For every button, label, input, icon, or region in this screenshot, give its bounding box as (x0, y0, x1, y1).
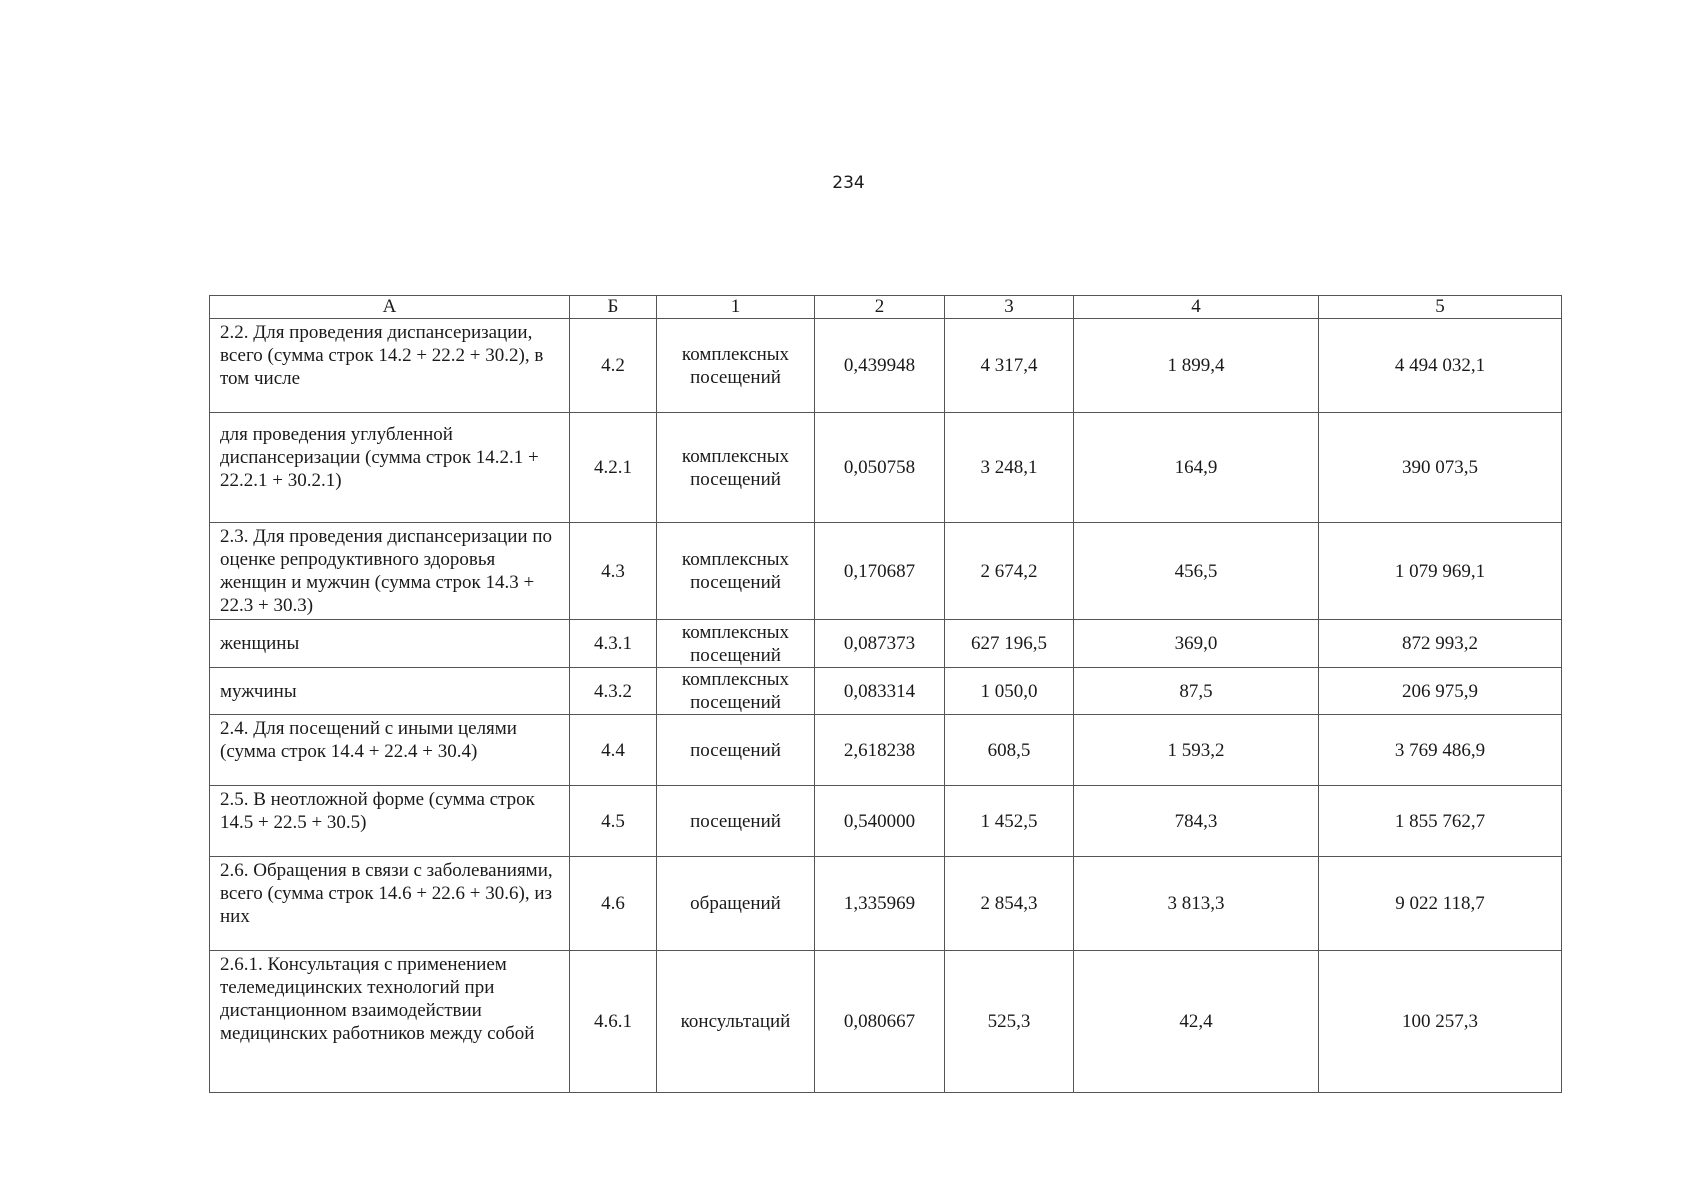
row-unit: консультаций (657, 951, 815, 1093)
column-header-b: Б (570, 296, 657, 319)
row-value-3: 2 854,3 (945, 857, 1074, 951)
row-unit: посещений (657, 786, 815, 857)
column-header-4: 4 (1074, 296, 1319, 319)
row-value-2: 1,335969 (815, 857, 945, 951)
row-value-2: 0,170687 (815, 523, 945, 620)
row-value-2: 0,540000 (815, 786, 945, 857)
row-description: 2.6.1. Консультация с применением телемедицинских технологий при дистанционном взаимодействии медицинских работников между собой (210, 951, 570, 1093)
row-unit: комплексных посещений (657, 668, 815, 715)
table-row (210, 668, 1562, 715)
row-code: 4.2.1 (570, 413, 657, 523)
row-value-2: 0,050758 (815, 413, 945, 523)
row-unit: комплексных посещений (657, 523, 815, 620)
data-table (209, 295, 1562, 1093)
table-row (210, 620, 1562, 668)
column-header-1: 1 (657, 296, 815, 319)
table-row (210, 715, 1562, 786)
table-row (210, 951, 1562, 1093)
row-code: 4.3.2 (570, 668, 657, 715)
row-unit: комплексных посещений (657, 413, 815, 523)
row-description: 2.3. Для проведения диспансеризации по оценке репродуктивного здоровья женщин и мужчин (сумма строк 14.3 + 22.3 + 30.3) (210, 523, 570, 620)
column-header-5: 5 (1319, 296, 1562, 319)
row-value-4: 42,4 (1074, 951, 1319, 1093)
row-value-2: 0,087373 (815, 620, 945, 668)
row-value-3: 3 248,1 (945, 413, 1074, 523)
row-value-3: 2 674,2 (945, 523, 1074, 620)
row-value-4: 164,9 (1074, 413, 1319, 523)
row-value-5: 390 073,5 (1319, 413, 1562, 523)
column-header-2: 2 (815, 296, 945, 319)
row-unit: комплексных посещений (657, 319, 815, 413)
row-value-5: 872 993,2 (1319, 620, 1562, 668)
row-code: 4.4 (570, 715, 657, 786)
table-row (210, 319, 1562, 413)
row-value-5: 4 494 032,1 (1319, 319, 1562, 413)
column-header-3: 3 (945, 296, 1074, 319)
row-value-5: 100 257,3 (1319, 951, 1562, 1093)
row-description: 2.2. Для проведения диспансеризации, всего (сумма строк 14.2 + 22.2 + 30.2), в том числе (210, 319, 570, 413)
row-value-3: 608,5 (945, 715, 1074, 786)
row-value-3: 1 050,0 (945, 668, 1074, 715)
row-value-4: 456,5 (1074, 523, 1319, 620)
row-code: 4.6 (570, 857, 657, 951)
row-value-3: 525,3 (945, 951, 1074, 1093)
row-value-2: 0,439948 (815, 319, 945, 413)
row-description: 2.4. Для посещений с иными целями (сумма строк 14.4 + 22.4 + 30.4) (210, 715, 570, 786)
row-unit: посещений (657, 715, 815, 786)
row-unit: комплексных посещений (657, 620, 815, 668)
table-row (210, 857, 1562, 951)
row-value-5: 1 855 762,7 (1319, 786, 1562, 857)
row-value-4: 1 593,2 (1074, 715, 1319, 786)
row-value-2: 0,080667 (815, 951, 945, 1093)
table-row (210, 413, 1562, 523)
row-value-4: 784,3 (1074, 786, 1319, 857)
row-description: 2.5. В неотложной форме (сумма строк 14.5 + 22.5 + 30.5) (210, 786, 570, 857)
row-value-5: 9 022 118,7 (1319, 857, 1562, 951)
row-description: 2.6. Обращения в связи с заболеваниями, всего (сумма строк 14.6 + 22.6 + 30.6), из них (210, 857, 570, 951)
row-value-5: 206 975,9 (1319, 668, 1562, 715)
row-description: мужчины (210, 668, 570, 715)
page-number: 234 (832, 173, 865, 193)
row-value-3: 627 196,5 (945, 620, 1074, 668)
row-value-2: 2,618238 (815, 715, 945, 786)
row-code: 4.2 (570, 319, 657, 413)
row-description: для проведения углубленной диспансеризации (сумма строк 14.2.1 + 22.2.1 + 30.2.1) (210, 413, 570, 523)
row-value-5: 1 079 969,1 (1319, 523, 1562, 620)
row-value-3: 1 452,5 (945, 786, 1074, 857)
row-code: 4.5 (570, 786, 657, 857)
row-value-2: 0,083314 (815, 668, 945, 715)
row-value-4: 87,5 (1074, 668, 1319, 715)
table-row (210, 523, 1562, 620)
row-value-4: 1 899,4 (1074, 319, 1319, 413)
row-unit: обращений (657, 857, 815, 951)
table-row (210, 786, 1562, 857)
column-header-a: А (210, 296, 570, 319)
row-code: 4.6.1 (570, 951, 657, 1093)
row-code: 4.3 (570, 523, 657, 620)
row-value-4: 3 813,3 (1074, 857, 1319, 951)
row-code: 4.3.1 (570, 620, 657, 668)
table-header-row (210, 296, 1562, 319)
row-value-4: 369,0 (1074, 620, 1319, 668)
row-value-5: 3 769 486,9 (1319, 715, 1562, 786)
row-value-3: 4 317,4 (945, 319, 1074, 413)
row-description: женщины (210, 620, 570, 668)
